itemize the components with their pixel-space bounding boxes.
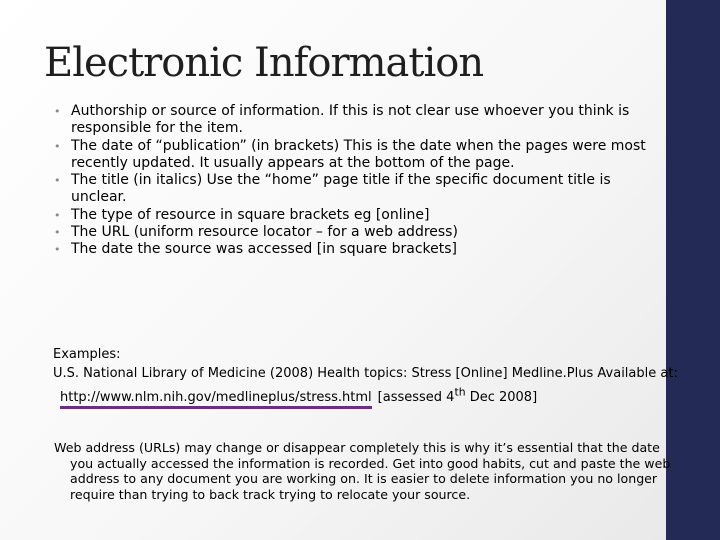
accessed-ordinal: th	[454, 386, 466, 399]
url-note-line-1: Web address (URLs) may change or disappear completely this is why it’s essential that the date	[54, 440, 660, 455]
bullet-date: • The date of “publication” (in brackets) This is the date when the pages were most recently updated. It usually appears at the bottom of the page.	[54, 138, 666, 173]
bullet-list	[54, 103, 666, 259]
example-url-line	[53, 383, 673, 407]
bullet-resource-type: • The type of resource in square brackets eg [online]	[54, 207, 666, 224]
url-note-rest: you actually accessed the information is recorded. Get into good habits, cut and paste the web address to any document you are working on. It is easier to delete information you no longer require than trying to back track trying to relocate your source.	[70, 455, 671, 502]
example-reference: U.S. National Library of Medicine (2008) Health topics: Stress [Online] Medline.Plus Available at:	[53, 366, 678, 381]
examples-block	[53, 345, 678, 407]
bullet-url: • The URL (uniform resource locator – for a web address)	[54, 224, 666, 241]
slide-title: Electronic Information	[44, 40, 484, 86]
side-accent-bar	[666, 0, 720, 540]
bullet-accessed-date: • The date the source was accessed [in square brackets]	[54, 241, 666, 258]
accessed-prefix: [assessed 4	[377, 390, 455, 406]
bullet-title: • The title (in italics) Use the “home” page title if the specific document title is unclear.	[54, 172, 666, 207]
example-url-link[interactable]: http://www.nlm.nih.gov/medlineplus/stress.html	[60, 390, 372, 409]
accessed-suffix: Dec 2008]	[465, 390, 538, 406]
url-note	[54, 440, 674, 502]
bullet-authorship: • Authorship or source of information. If this is not clear use whoever you think is responsible for the item.	[54, 103, 666, 138]
example-accessed-date	[377, 386, 538, 406]
examples-heading: Examples:	[53, 347, 121, 362]
